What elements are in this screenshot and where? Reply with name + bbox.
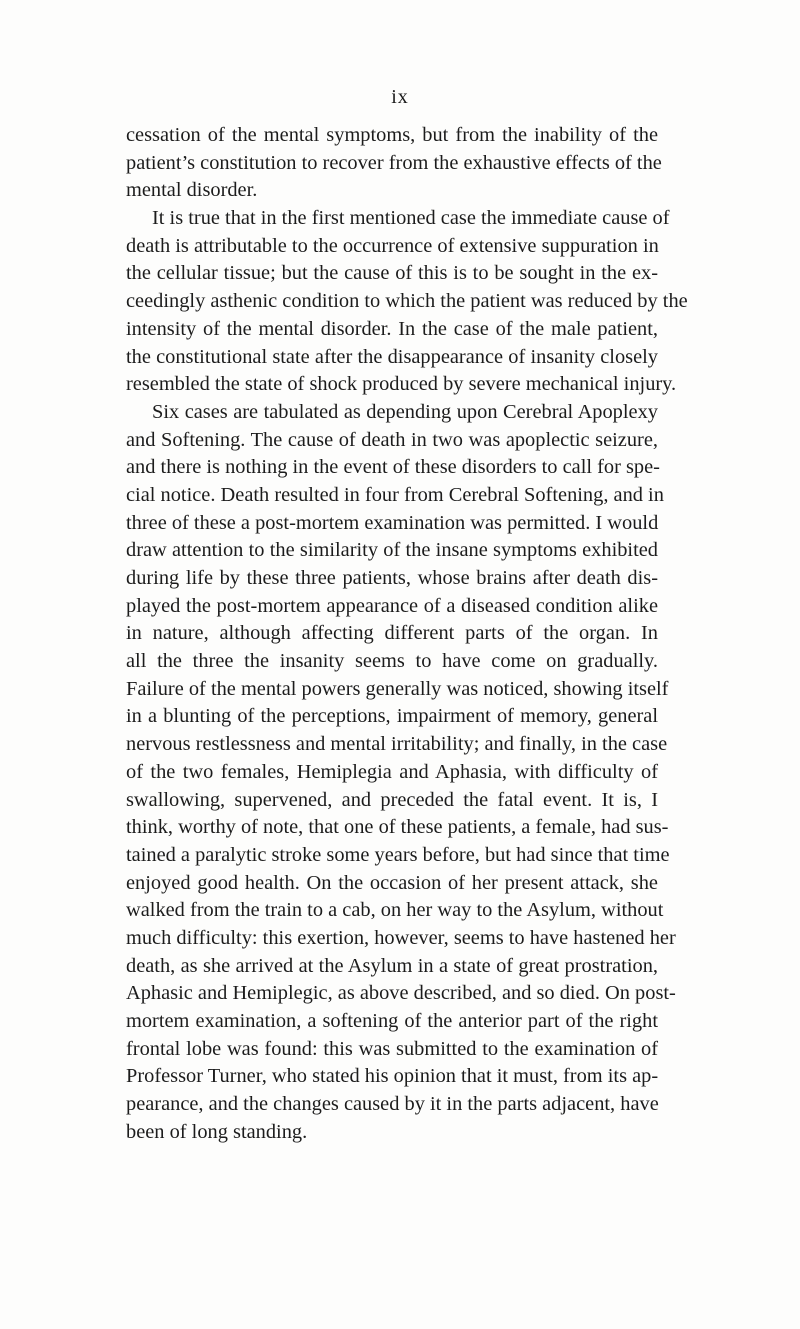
- text-line: tained a paralytic stroke some years before, but had since that time: [126, 843, 670, 866]
- text-line: Aphasic and Hemiplegic, as above described, and so died. On post-: [126, 982, 676, 1005]
- text-line: Professor Turner, who stated his opinion that it must, from its ap-: [126, 1065, 659, 1088]
- text-line: the constitutional state after the disappearance of insanity closely: [126, 345, 658, 368]
- text-line: been of long standing.: [126, 1120, 308, 1143]
- text-line: It is true that in the first mentioned case the immediate cause of: [152, 207, 670, 230]
- text-line: intensity of the mental disorder. In the case of the male patient,: [126, 317, 658, 340]
- text-line: enjoyed good health. On the occasion of her present attack, she: [126, 871, 658, 894]
- text-line: resembled the state of shock produced by severe mechanical injury.: [126, 373, 677, 396]
- body-text: [126, 122, 688, 1146]
- text-line: nervous restlessness and mental irritability; and finally, in the case: [126, 733, 668, 756]
- text-line: all the three the insanity seems to have come on gradually.: [126, 650, 658, 673]
- text-line: three of these a post-mortem examination was permitted. I would: [126, 511, 659, 534]
- text-line: think, worthy of note, that one of these patients, a female, had sus-: [126, 816, 669, 839]
- text-line: cial notice. Death resulted in four from Cerebral Softening, and in: [126, 483, 664, 506]
- text-line: ceedingly asthenic condition to which the patient was reduced by the: [126, 290, 688, 313]
- text-line: cessation of the mental symptoms, but from the inability of the: [126, 124, 658, 146]
- text-line: of the two females, Hemiplegia and Aphasia, with difficulty of: [126, 760, 658, 783]
- page-number: ix: [391, 86, 409, 108]
- text-line: and Softening. The cause of death in two was apoplectic seizure,: [126, 428, 658, 451]
- text-line: swallowing, supervened, and preceded the fatal event. It is, I: [126, 788, 658, 811]
- text-line: patient’s constitution to recover from the exhaustive effects of the: [126, 151, 662, 174]
- text-line: mortem examination, a softening of the anterior part of the right: [126, 1010, 658, 1032]
- text-line: played the post-mortem appearance of a diseased condition alike: [126, 594, 658, 617]
- text-line: frontal lobe was found: this was submitted to the examination of: [126, 1037, 658, 1060]
- text-line: during life by these three patients, whose brains after death dis-: [126, 567, 658, 589]
- text-line: mental disorder.: [126, 179, 258, 202]
- text-line: draw attention to the similarity of the insane symptoms exhibited: [126, 539, 658, 562]
- text-line: much difficulty: this exertion, however, seems to have hastened her: [126, 926, 676, 949]
- text-line: pearance, and the changes caused by it in the parts adjacent, have: [126, 1093, 659, 1116]
- text-line: the cellular tissue; but the cause of this is to be sought in the ex-: [126, 262, 658, 285]
- text-line: death, as she arrived at the Asylum in a state of great prostration,: [126, 954, 658, 977]
- text-line: Failure of the mental powers generally was noticed, showing itself: [126, 677, 669, 700]
- text-line: death is attributable to the occurrence of extensive suppuration in: [126, 234, 659, 257]
- text-line: Six cases are tabulated as depending upon Cerebral Apoplexy: [152, 400, 658, 423]
- text-line: in nature, although affecting different parts of the organ. In: [126, 622, 658, 645]
- text-line: walked from the train to a cab, on her way to the Asylum, without: [126, 899, 664, 922]
- text-line: in a blunting of the perceptions, impairment of memory, general: [126, 705, 658, 728]
- text-line: and there is nothing in the event of these disorders to call for spe-: [126, 456, 660, 479]
